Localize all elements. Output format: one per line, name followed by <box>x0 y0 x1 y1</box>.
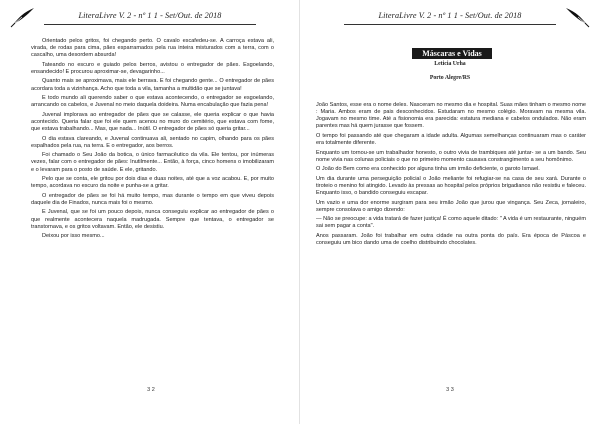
paragraph: Deixou por isso mesmo... <box>42 233 105 240</box>
page-header <box>310 6 590 30</box>
right-page <box>300 0 600 424</box>
paragraph: Tateando no escuro e guiado pelos berros, avistou o entregador de pães. Esgoelando, ensandecido! E procurou aproximar-se, devagarinho... <box>31 61 274 75</box>
paragraph: Orientado pelos gritos, foi chegando perto. O cavalo escafedeu-se. A carroça estava ali, virada, de rodas para cima, pães esparramados pela rua inteira misturados com a terra, com o cascalho, uma desordem absurda! <box>31 38 274 59</box>
paragraph: O entregador de pães se foi há muito tempo, mas durante o tempo em que viveu depois daquele dia de Finados, nunca mais foi o mesmo. <box>31 192 274 206</box>
paragraph: Juvenal implorava ao entregador de pães que se calasse, ele queria explicar o que havia acontecido. Queria falar que foi ele quem acenou no muro do cemitério, que estava com fome, que estava trabalhando... Mas, que nada... Inútil. O entregador de pães só queria gritar... <box>31 111 274 133</box>
paragraph: Enquanto um tornou-se um trabalhador honesto, o outro vivia de trambiques até juntar- se a um bando. Seu nome vivia nas colunas policiais o que no primeiro momento causava constrangimento a seu homônimo. <box>316 149 586 163</box>
journal-header-title: LiteraLivre V. 2 - nº 1 1 - Set/Out. de 2018 <box>78 11 222 20</box>
author-location: Porto Alegre/RS <box>429 75 471 81</box>
paragraph: O João do Bem como era conhecido por alguns tinha um irmão deficiente, o garoto Ismael. <box>316 166 540 173</box>
paragraph: Foi chamado o Seu João da botica, o único farmacêutico da vila. Ele tentou, por inúmeras vezes, falar com o entregador de pães: Inutilmente... Então, à força, cinco homens o imobilizaram e o levaram para o posto de saúde. E ele, gritando. <box>31 152 274 173</box>
paragraph: Quanto mais se aproximava, mais ele berrava. E foi chegando gente... O entregador de pães acordara toda a vizinhança. Acho que toda a vila, tamanha a multidão que se juntava! <box>31 78 274 92</box>
author-name: Leticia Urha <box>434 61 466 67</box>
paragraph: E Juvenal, que se foi um pouco depois, nunca conseguiu explicar ao entregador de pães o que realmente acontecera naquela madrugada. Sempre que tentava, o entregador se transtornava, e os gritos voltavam. Então, ele desistiu. <box>31 209 274 230</box>
paragraph: Pelo que se conta, ele gritou por dois dias e duas noites, até que a voz acabou. E, por muito tempo, acordava no escuro da noite e punha-se a gritar. <box>31 176 274 190</box>
paragraph: — Não se preocupe: a vida tratará de fazer justiça! É como aquele ditado: " A vida é um restaurante, ninguém sai sem pagar a conta". <box>316 216 586 230</box>
story-title: Máscaras e Vidas <box>412 48 492 59</box>
story-text <box>316 102 586 250</box>
page-number: 3 2 <box>147 387 155 393</box>
paragraph: Um vazio e uma dor enorme surgiram para seu irmão João que jurou que vingança. Seu Zeca, jornaleiro, sempre consolava o amigo dizendo: <box>316 199 586 213</box>
page-header <box>10 6 290 30</box>
paragraph: Anos passaram. João foi trabalhar em outra cidade na outra ponta do país. Era época de Páscoa e conseguiu um bico dando uma de coelho distribuindo chocolates. <box>316 233 586 247</box>
journal-header-title: LiteraLivre V. 2 - nº 1 1 - Set/Out. de 2018 <box>378 11 522 20</box>
story-continuation-text <box>31 38 274 243</box>
quill-pen-icon <box>564 6 590 28</box>
paragraph: O tempo foi passando até que chegaram a idade adulta. Algumas semelhanças continuaram mas o caráter era totalmente diferente. <box>316 132 586 146</box>
page-number: 3 3 <box>446 387 454 393</box>
paragraph: O dia estava clareando, e Juvenal continuava ali, sentado no capim, olhando para os pães espalhados pela rua, na terra. E o entregador, aos berros. <box>31 135 274 149</box>
header-rule <box>44 24 256 25</box>
paragraph: João Santos, esse era o nome deles. Nasceram no mesmo dia e hospital. Suas mães tinham o mesmo nome : Maria. Ambos eram de pais desconhecidos. Estudaram no mesmo colégio. Moravam na mesma vila. Jogavam no mesmo time. Até a fisionomia era parecida: estatura mediana e cabelos ondulados. Não eram parentes mas há quem jurasse que fossem. <box>316 102 586 130</box>
paragraph: E todo mundo ali querendo saber o que estava acontecendo, o entregador se esgoelando, arrancando os cabelos, e Juvenal no meio daquela doideira. Numa encabulação que fazia pena! <box>31 95 274 109</box>
paragraph: Um dia durante uma perseguição policial o João meliante foi refugiar-se na casa de seu xará. Durante o tiroteio o menino foi atingido. Levado às pressas ao hospital pelos próprios brigadianos não resistiu e faleceu. Enquanto isso, o bandido conseguiu escapar. <box>316 175 586 197</box>
header-rule <box>344 24 556 25</box>
